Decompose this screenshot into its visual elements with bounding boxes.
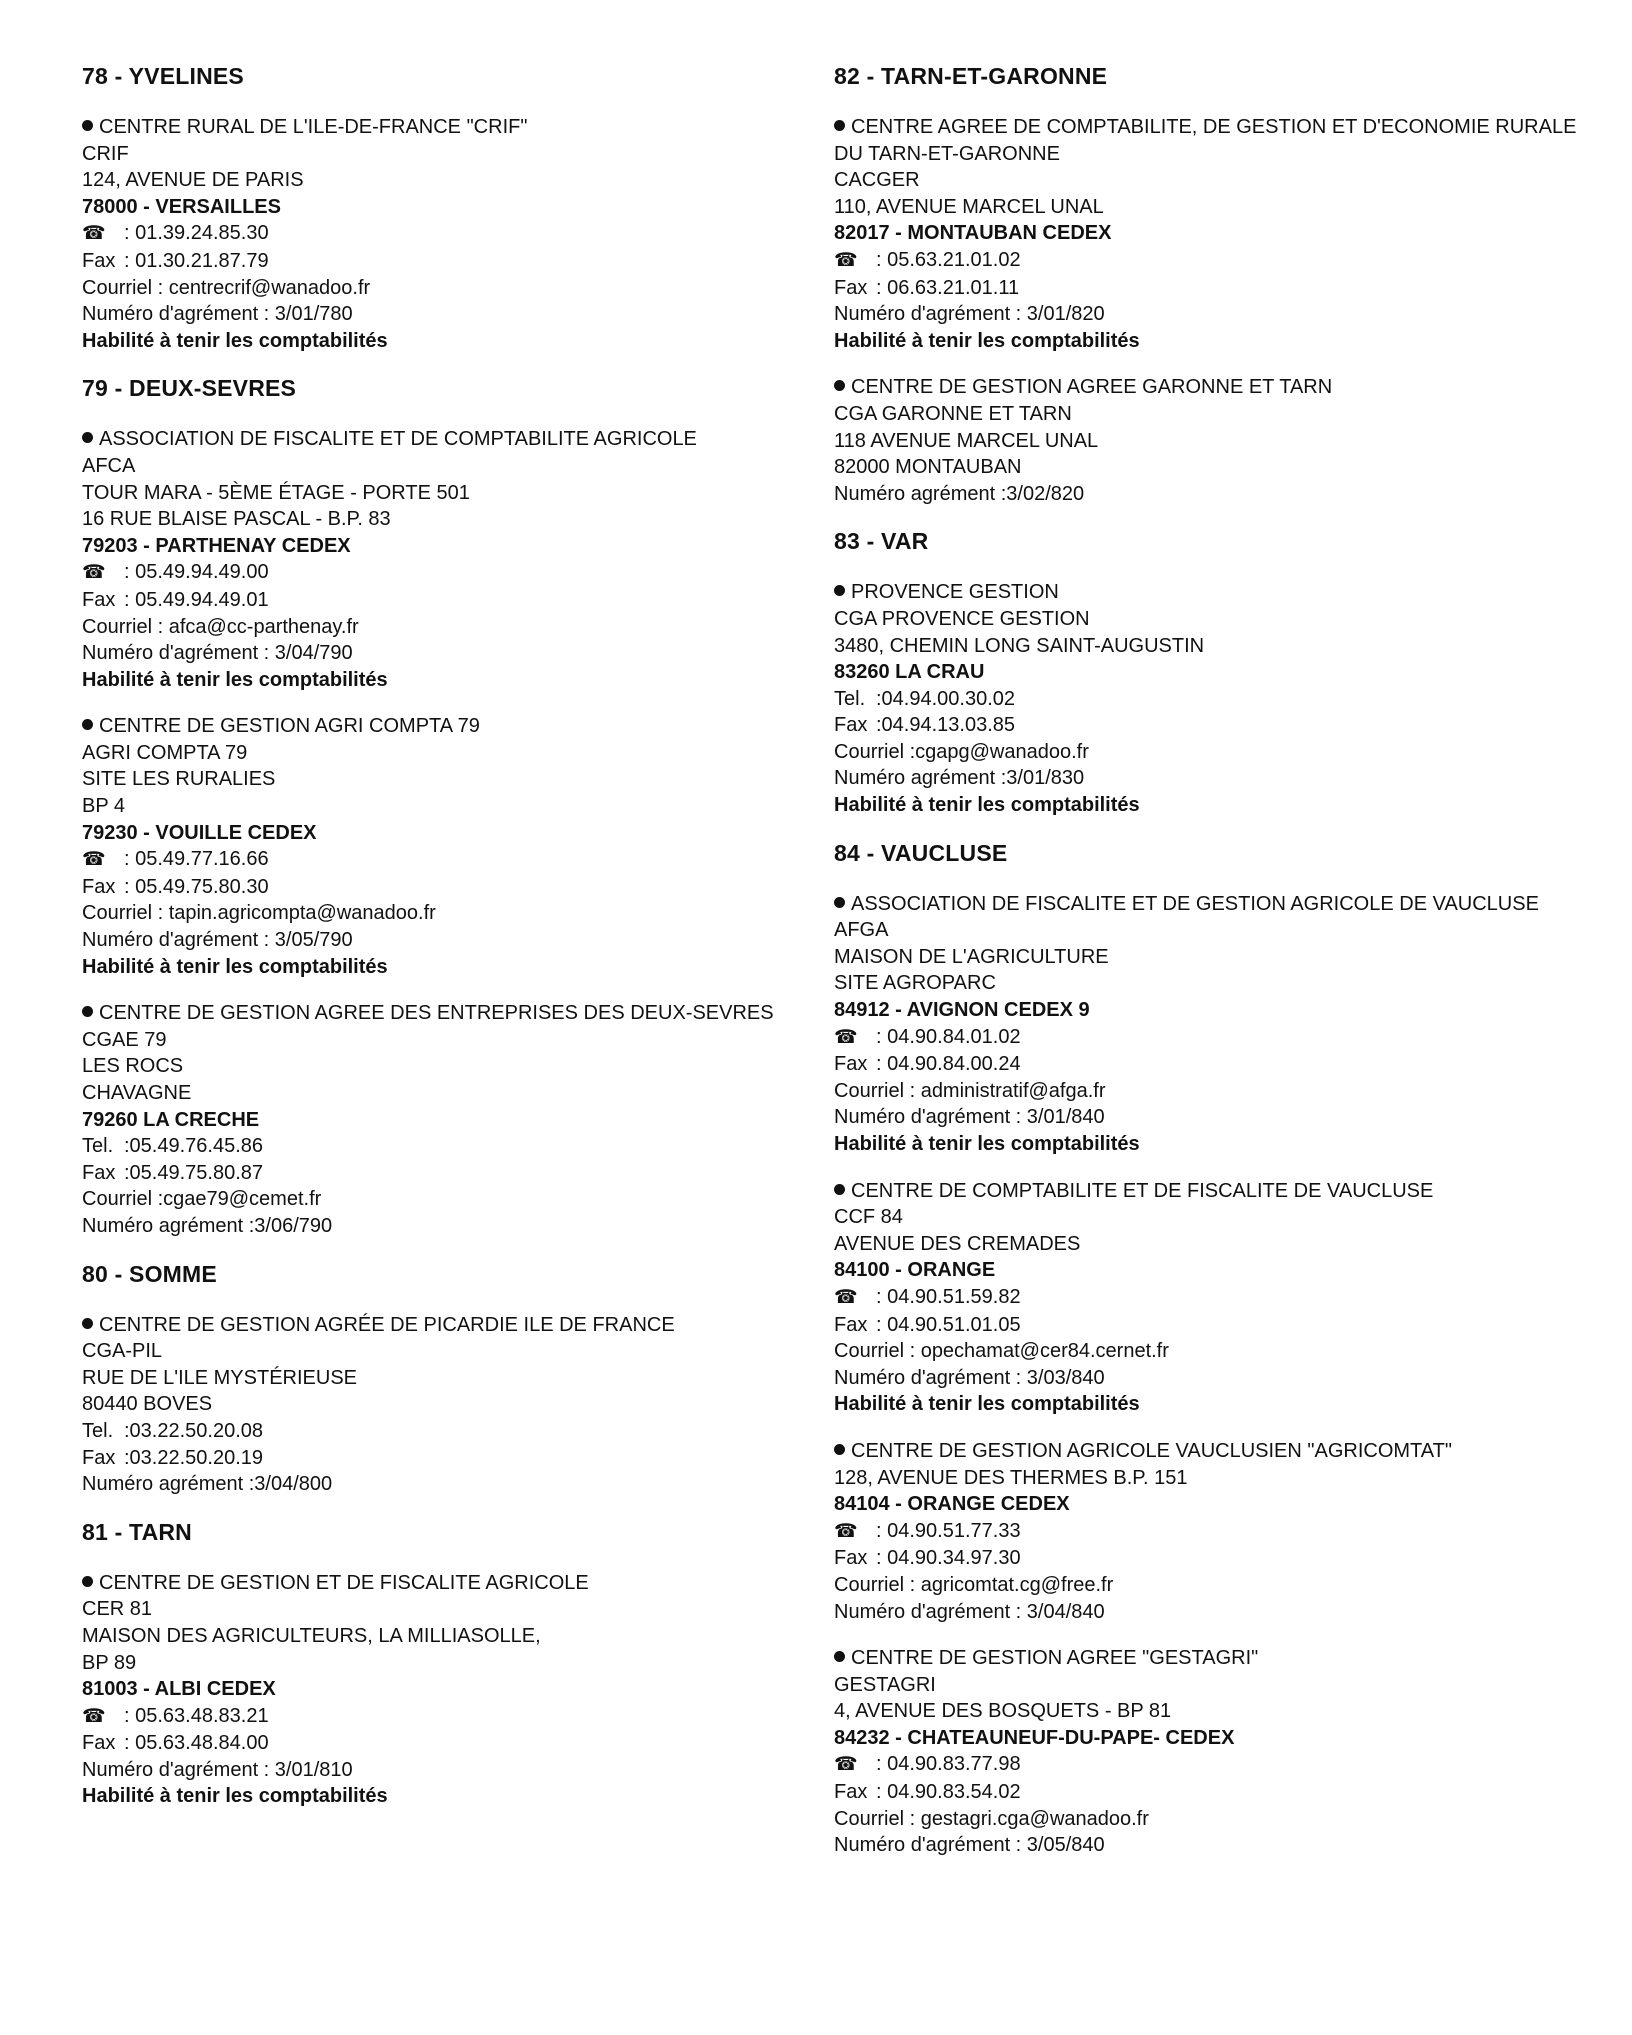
contact-line bbox=[834, 1051, 1594, 1078]
contact-label: Tel. bbox=[834, 687, 866, 710]
entry-line-bold: Habilité à tenir les comptabilités bbox=[834, 1393, 1140, 1416]
phone-value: : 05.63.21.01.02 bbox=[876, 248, 1021, 271]
contact-line bbox=[834, 686, 1594, 713]
contact-value: : 05.49.75.80.30 bbox=[124, 875, 269, 898]
entry-line: CGA-PIL bbox=[82, 1340, 163, 1363]
entry-name-text: CENTRE DE GESTION AGRÉE DE PICARDIE ILE DE FRANCE bbox=[99, 1313, 675, 1336]
entry-line-bold: 81003 - ALBI CEDEX bbox=[82, 1678, 276, 1701]
entry-line: CER 81 bbox=[82, 1598, 153, 1621]
entry-name bbox=[834, 1178, 1594, 1205]
entry-line-bold: 78000 - VERSAILLES bbox=[82, 195, 281, 218]
contact-value: : 05.49.94.49.01 bbox=[124, 588, 269, 611]
entry-line: AGRI COMPTA 79 bbox=[82, 741, 248, 764]
phone-value: : 01.39.24.85.30 bbox=[124, 222, 269, 245]
contact-label: Fax bbox=[834, 1781, 868, 1804]
contact-label: Tel. bbox=[82, 1419, 114, 1442]
contact-label: Tel. bbox=[82, 1135, 114, 1158]
phone-line bbox=[82, 1703, 842, 1731]
directory-entry bbox=[82, 1000, 842, 1239]
entry-line-bold: Habilité à tenir les comptabilités bbox=[834, 329, 1140, 352]
contact-value: : 05.63.48.84.00 bbox=[124, 1732, 269, 1755]
entry-line: Courriel : tapin.agricompta@wanadoo.fr bbox=[82, 902, 436, 925]
directory-entry bbox=[834, 114, 1594, 354]
entry-line: CACGER bbox=[834, 169, 920, 192]
entry-line: MAISON DES AGRICULTEURS, LA MILLIASOLLE, bbox=[82, 1624, 541, 1647]
entry-line: 80440 BOVES bbox=[82, 1393, 213, 1416]
entry-line: SITE LES RURALIES bbox=[82, 768, 276, 791]
phone-icon: ☎ bbox=[834, 1026, 858, 1048]
entry-line-bold: 83260 LA CRAU bbox=[834, 661, 985, 684]
entry-line: Numéro d'agrément : 3/01/820 bbox=[834, 303, 1105, 326]
directory-entry bbox=[834, 579, 1594, 818]
entry-line: CGAE 79 bbox=[82, 1028, 167, 1051]
entry-line: LES ROCS bbox=[82, 1055, 184, 1078]
entry-line: Numéro agrément :3/04/800 bbox=[82, 1473, 333, 1496]
department-heading: 81 - TARN bbox=[82, 1518, 192, 1545]
entry-line: 16 RUE BLAISE PASCAL - B.P. 83 bbox=[82, 508, 391, 531]
bullet-icon bbox=[834, 897, 845, 908]
entry-line: BP 4 bbox=[82, 795, 125, 818]
entry-line: CCF 84 bbox=[834, 1206, 903, 1229]
entry-line: 128, AVENUE DES THERMES B.P. 151 bbox=[834, 1466, 1188, 1489]
department-heading: 84 - VAUCLUSE bbox=[834, 839, 1008, 866]
phone-value: : 04.90.51.77.33 bbox=[876, 1519, 1021, 1542]
contact-value: :03.22.50.20.08 bbox=[124, 1419, 264, 1442]
phone-icon: ☎ bbox=[834, 1754, 858, 1776]
entry-line: 110, AVENUE MARCEL UNAL bbox=[834, 195, 1104, 218]
entry-line: RUE DE L'ILE MYSTÉRIEUSE bbox=[82, 1366, 357, 1389]
entry-line: 3480, CHEMIN LONG SAINT-AUGUSTIN bbox=[834, 634, 1205, 657]
contact-line bbox=[82, 1445, 842, 1472]
contact-label: Fax bbox=[834, 276, 868, 299]
phone-icon: ☎ bbox=[82, 223, 106, 245]
entry-name bbox=[834, 579, 1594, 606]
entry-line: Numéro d'agrément : 3/03/840 bbox=[834, 1366, 1105, 1389]
bullet-icon bbox=[82, 1576, 93, 1587]
directory-entry bbox=[834, 1438, 1594, 1625]
contact-line bbox=[834, 1545, 1594, 1572]
phone-line bbox=[834, 1024, 1594, 1052]
contact-line bbox=[834, 275, 1594, 302]
entry-line-bold: 84232 - CHATEAUNEUF-DU-PAPE- CEDEX bbox=[834, 1726, 1235, 1749]
entry-line: Numéro d'agrément : 3/05/840 bbox=[834, 1834, 1105, 1857]
phone-line bbox=[834, 247, 1594, 275]
contact-line bbox=[82, 1418, 842, 1445]
phone-line bbox=[82, 559, 842, 587]
contact-line bbox=[82, 1160, 842, 1187]
bullet-icon bbox=[834, 1184, 845, 1195]
entry-line-bold: 84912 - AVIGNON CEDEX 9 bbox=[834, 999, 1090, 1022]
entry-name-text: CENTRE DE GESTION AGRI COMPTA 79 bbox=[99, 715, 480, 738]
entry-line: MAISON DE L'AGRICULTURE bbox=[834, 945, 1109, 968]
contact-label: Fax bbox=[82, 249, 116, 272]
entry-line: AFGA bbox=[834, 919, 889, 942]
entry-line: TOUR MARA - 5ÈME ÉTAGE - PORTE 501 bbox=[82, 481, 470, 504]
entry-line: BP 89 bbox=[82, 1651, 137, 1674]
directory-entry bbox=[834, 374, 1594, 507]
contact-label: Fax bbox=[82, 1161, 116, 1184]
entry-line: AFCA bbox=[82, 454, 136, 477]
entry-name-text: CENTRE AGREE DE COMPTABILITE, DE GESTION ET D'ECONOMIE RURALE DU TARN-ET-GARONNE bbox=[834, 116, 1577, 165]
contact-line bbox=[834, 1312, 1594, 1339]
entry-line-bold: Habilité à tenir les comptabilités bbox=[82, 955, 388, 978]
entry-line-bold: 79230 - VOUILLE CEDEX bbox=[82, 821, 317, 844]
directory-entry bbox=[82, 426, 842, 693]
entry-name-text: CENTRE DE GESTION AGREE DES ENTREPRISES DES DEUX-SEVRES bbox=[99, 1002, 774, 1025]
contact-label: Fax bbox=[834, 1547, 868, 1570]
entry-line: CGA GARONNE ET TARN bbox=[834, 402, 1072, 425]
contact-value: :04.94.13.03.85 bbox=[876, 714, 1016, 737]
entry-name-text: PROVENCE GESTION bbox=[851, 581, 1059, 604]
entry-line: 82000 MONTAUBAN bbox=[834, 456, 1022, 479]
department-heading: 78 - YVELINES bbox=[82, 63, 244, 89]
contact-line bbox=[834, 1779, 1594, 1806]
contact-value: :05.49.75.80.87 bbox=[124, 1161, 264, 1184]
entry-line: SITE AGROPARC bbox=[834, 972, 996, 995]
entry-line-bold: Habilité à tenir les comptabilités bbox=[82, 329, 388, 352]
directory-entry bbox=[834, 1645, 1594, 1859]
contact-value: : 04.90.34.97.30 bbox=[876, 1547, 1021, 1570]
entry-name bbox=[82, 713, 842, 740]
department-heading: 83 - VAR bbox=[834, 528, 929, 555]
entry-line: Numéro agrément :3/02/820 bbox=[834, 482, 1085, 505]
entry-line: Numéro d'agrément : 3/01/810 bbox=[82, 1758, 353, 1781]
entry-line: GESTAGRI bbox=[834, 1673, 936, 1696]
contact-label: Fax bbox=[834, 714, 868, 737]
entry-line: Numéro agrément :3/06/790 bbox=[82, 1214, 333, 1237]
entry-line: Courriel : centrecrif@wanadoo.fr bbox=[82, 276, 371, 299]
contact-label: Fax bbox=[834, 1313, 868, 1336]
entry-line-bold: Habilité à tenir les comptabilités bbox=[82, 668, 388, 691]
contact-line bbox=[82, 874, 842, 901]
entry-line-bold: 79260 LA CRECHE bbox=[82, 1108, 260, 1131]
contact-label: Fax bbox=[82, 875, 116, 898]
entry-name-text: CENTRE RURAL DE L'ILE-DE-FRANCE "CRIF" bbox=[99, 116, 528, 138]
bullet-icon bbox=[834, 380, 845, 391]
entry-name-text: CENTRE DE GESTION AGREE "GESTAGRI" bbox=[851, 1647, 1259, 1670]
bullet-icon bbox=[82, 1006, 93, 1017]
phone-line bbox=[834, 1751, 1594, 1779]
right-column bbox=[834, 62, 1594, 1879]
bullet-icon bbox=[834, 585, 845, 596]
entry-name bbox=[834, 1438, 1594, 1465]
bullet-icon bbox=[834, 1651, 845, 1662]
entry-line: Numéro d'agrément : 3/01/780 bbox=[82, 303, 353, 326]
entry-line: Courriel :cgae79@cemet.fr bbox=[82, 1188, 322, 1211]
entry-name-text: CENTRE DE COMPTABILITE ET DE FISCALITE DE VAUCLUSE bbox=[851, 1179, 1434, 1202]
entry-line-bold: 84104 - ORANGE CEDEX bbox=[834, 1493, 1070, 1516]
entry-line: Numéro d'agrément : 3/05/790 bbox=[82, 929, 353, 952]
department-heading: 82 - TARN-ET-GARONNE bbox=[834, 63, 1108, 89]
phone-icon: ☎ bbox=[82, 849, 106, 871]
contact-line bbox=[82, 248, 842, 275]
entry-name bbox=[834, 1645, 1594, 1672]
phone-icon: ☎ bbox=[82, 562, 106, 584]
entry-name-text: ASSOCIATION DE FISCALITE ET DE GESTION AGRICOLE DE VAUCLUSE bbox=[851, 892, 1539, 915]
entry-line: 4, AVENUE DES BOSQUETS - BP 81 bbox=[834, 1700, 1172, 1723]
phone-line bbox=[82, 846, 842, 874]
entry-line: AVENUE DES CREMADES bbox=[834, 1232, 1081, 1255]
contact-line bbox=[82, 1730, 842, 1757]
phone-icon: ☎ bbox=[834, 249, 858, 271]
entry-name bbox=[82, 1570, 842, 1597]
directory-entry bbox=[834, 1178, 1594, 1418]
entry-name bbox=[834, 891, 1594, 918]
entry-line: CGA PROVENCE GESTION bbox=[834, 607, 1090, 630]
contact-value: : 01.30.21.87.79 bbox=[124, 249, 269, 272]
bullet-icon bbox=[82, 120, 93, 131]
entry-line-bold: Habilité à tenir les comptabilités bbox=[834, 1133, 1140, 1155]
entry-line-bold: 82017 - MONTAUBAN CEDEX bbox=[834, 222, 1112, 245]
directory-entry bbox=[82, 1570, 842, 1810]
contact-value: :05.49.76.45.86 bbox=[124, 1135, 264, 1158]
phone-line bbox=[834, 1284, 1594, 1312]
entry-line: Courriel : gestagri.cga@wanadoo.fr bbox=[834, 1807, 1149, 1830]
phone-value: : 05.49.94.49.00 bbox=[124, 561, 269, 584]
entry-line: CHAVAGNE bbox=[82, 1082, 192, 1104]
contact-line bbox=[834, 712, 1594, 739]
entry-line: Courriel : agricomtat.cg@free.fr bbox=[834, 1573, 1114, 1596]
bullet-icon bbox=[82, 1318, 93, 1329]
entry-line: 124, AVENUE DE PARIS bbox=[82, 169, 304, 192]
contact-label: Fax bbox=[834, 1053, 868, 1076]
entry-name bbox=[82, 426, 842, 453]
contact-value: : 04.90.51.01.05 bbox=[876, 1313, 1021, 1336]
contact-label: Fax bbox=[82, 588, 116, 611]
entry-line: 118 AVENUE MARCEL UNAL bbox=[834, 429, 1099, 452]
phone-line bbox=[834, 1518, 1594, 1546]
bullet-icon bbox=[82, 719, 93, 730]
phone-icon: ☎ bbox=[834, 1286, 858, 1308]
phone-icon: ☎ bbox=[834, 1520, 858, 1542]
entry-name-text: ASSOCIATION DE FISCALITE ET DE COMPTABILITE AGRICOLE bbox=[99, 428, 697, 451]
phone-value: : 04.90.83.77.98 bbox=[876, 1753, 1021, 1776]
department-heading: 80 - SOMME bbox=[82, 1260, 217, 1287]
entry-line: Courriel :cgapg@wanadoo.fr bbox=[834, 740, 1089, 763]
entry-name bbox=[834, 374, 1594, 401]
entry-line: Numéro d'agrément : 3/04/790 bbox=[82, 642, 353, 665]
entry-line: Numéro d'agrément : 3/01/840 bbox=[834, 1106, 1105, 1129]
contact-value: :04.94.00.30.02 bbox=[876, 687, 1016, 710]
contact-line bbox=[82, 1133, 842, 1160]
entry-line: Courriel : opechamat@cer84.cernet.fr bbox=[834, 1340, 1169, 1363]
bullet-icon bbox=[834, 1444, 845, 1455]
entry-name bbox=[82, 114, 842, 141]
contact-value: : 04.90.83.54.02 bbox=[876, 1781, 1021, 1804]
entry-name bbox=[834, 114, 1594, 167]
department-heading: 79 - DEUX-SEVRES bbox=[82, 375, 297, 402]
entry-line: Numéro agrément :3/01/830 bbox=[834, 767, 1085, 790]
phone-line bbox=[82, 220, 842, 248]
bullet-icon bbox=[82, 432, 93, 443]
entry-line: Courriel : afca@cc-parthenay.fr bbox=[82, 615, 359, 638]
contact-value: : 06.63.21.01.11 bbox=[876, 276, 1020, 299]
entry-line: Numéro d'agrément : 3/04/840 bbox=[834, 1600, 1105, 1623]
entry-name-text: CENTRE DE GESTION AGREE GARONNE ET TARN bbox=[851, 376, 1333, 399]
entry-line-bold: 84100 - ORANGE bbox=[834, 1259, 996, 1282]
directory-entry bbox=[82, 114, 842, 354]
contact-value: : 04.90.84.00.24 bbox=[876, 1053, 1021, 1076]
phone-icon: ☎ bbox=[82, 1705, 106, 1727]
left-column bbox=[82, 62, 842, 1830]
contact-label: Fax bbox=[82, 1446, 116, 1469]
directory-entry bbox=[82, 1312, 842, 1498]
entry-name bbox=[82, 1312, 842, 1339]
phone-value: : 05.63.48.83.21 bbox=[124, 1704, 269, 1727]
directory-entry bbox=[82, 713, 842, 980]
entry-line: Courriel : administratif@afga.fr bbox=[834, 1079, 1106, 1102]
bullet-icon bbox=[834, 120, 845, 131]
entry-name bbox=[82, 1000, 842, 1027]
contact-line bbox=[82, 587, 842, 614]
entry-line-bold: Habilité à tenir les comptabilités bbox=[834, 794, 1140, 817]
phone-value: : 04.90.51.59.82 bbox=[876, 1285, 1021, 1308]
entry-name-text: CENTRE DE GESTION ET DE FISCALITE AGRICOLE bbox=[99, 1571, 589, 1594]
entry-line-bold: 79203 - PARTHENAY CEDEX bbox=[82, 534, 351, 557]
directory-entry bbox=[834, 891, 1594, 1158]
entry-line-bold: Habilité à tenir les comptabilités bbox=[82, 1785, 388, 1808]
phone-value: : 05.49.77.16.66 bbox=[124, 848, 269, 871]
phone-value: : 04.90.84.01.02 bbox=[876, 1025, 1021, 1048]
contact-label: Fax bbox=[82, 1732, 116, 1755]
contact-value: :03.22.50.20.19 bbox=[124, 1446, 264, 1469]
entry-name-text: CENTRE DE GESTION AGRICOLE VAUCLUSIEN "AGRICOMTAT" bbox=[851, 1439, 1452, 1462]
entry-line: CRIF bbox=[82, 142, 129, 165]
